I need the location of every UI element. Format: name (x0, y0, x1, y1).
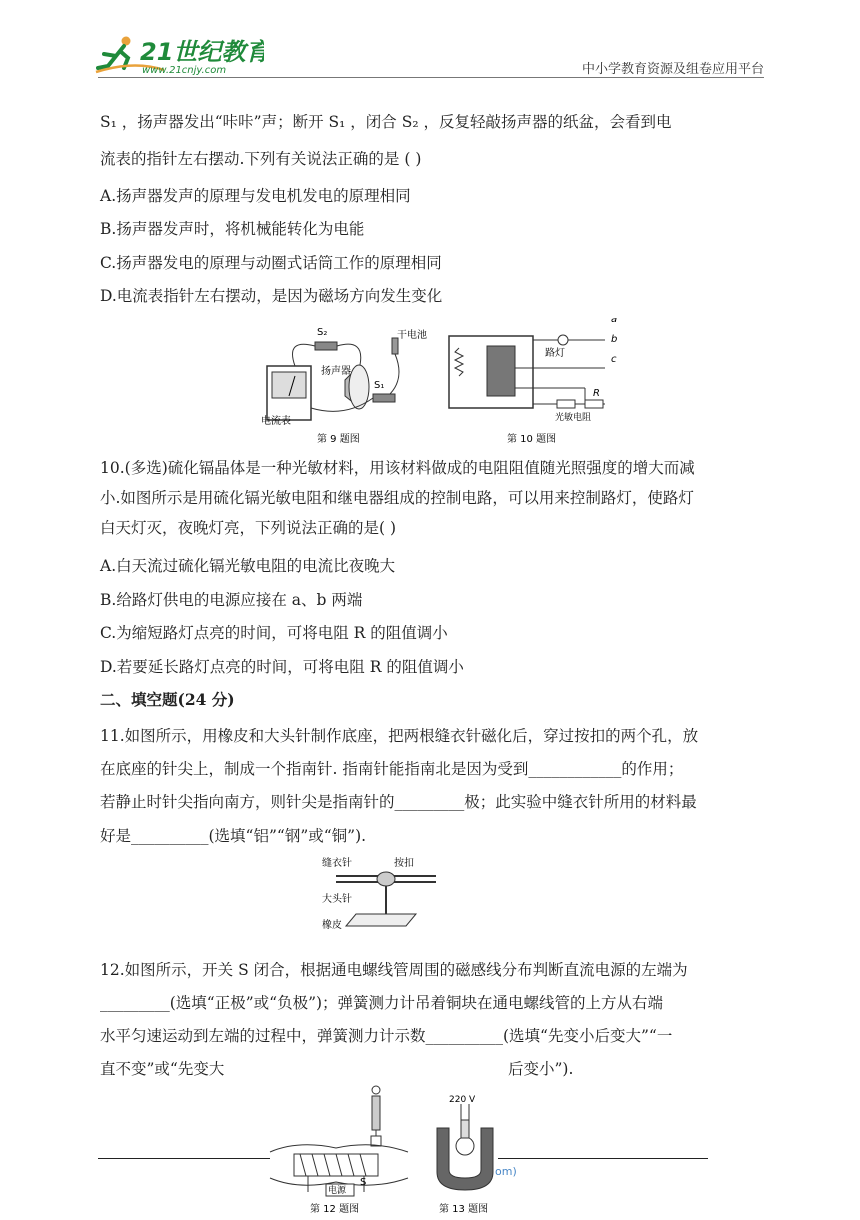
header-divider (98, 77, 764, 78)
fig10-label-b: b (611, 334, 618, 345)
fig9-label-s1: S₁ (374, 380, 385, 391)
watermark-text: om) (495, 1165, 517, 1178)
header-slogan: 中小学教育资源及组卷应用平台 (581, 62, 764, 77)
switch-s2-icon (315, 342, 337, 350)
brand-site: www.21cnjy.com (142, 65, 227, 76)
figure-10 (445, 318, 635, 452)
fig10-label-r: R (593, 388, 600, 399)
lamp-icon (558, 335, 568, 345)
switch-s1-icon (373, 394, 395, 402)
spring-icon (455, 348, 463, 376)
bulb-icon (456, 1137, 474, 1155)
fig13-label-voltage: 220 V (449, 1095, 476, 1105)
brand-name: 21世纪教育 (140, 38, 264, 66)
fig10-label-lamp: 路灯 (545, 348, 565, 359)
fig9-label-battery: 干电池 (397, 330, 427, 341)
fig13-caption: 第 13 题图 (439, 1204, 489, 1215)
q12-line-3: 水平匀速运动到左端的过程中，弹簧测力计示数__________(选填“先变小后变大”“一 (100, 1027, 673, 1045)
q10-option-b: B.给路灯供电的电源应接在 a、b 两端 (100, 591, 363, 609)
q11-line-3: 若静止时针尖指向南方，则针尖是指南针的_________极；此实验中缝衣针所用的材料最 (100, 793, 697, 811)
q12-line-4-left: 直不变”或“先变大 (100, 1060, 225, 1078)
fig11-label-snap: 按扣 (394, 858, 414, 869)
q9-line-1: S₁ ，扬声器发出“咔咔”声；断开 S₁ ，闭合 S₂ ，反复轻敲扬声器的纸盆，会看到电 (100, 113, 672, 131)
fig11-label-eraser: 橡皮 (322, 920, 342, 931)
q10-option-a: A.白天流过硫化镉光敏电阻的电流比夜晚大 (100, 557, 396, 575)
figure-12 (268, 1082, 418, 1220)
spring-scale-hook-icon (372, 1086, 380, 1094)
fig12-label-switch: S (360, 1177, 367, 1188)
fig9-label-ammeter: 电流表 (261, 416, 291, 427)
figure-13 (425, 1090, 505, 1220)
footer-rule-left (98, 1158, 270, 1159)
fig9-caption: 第 9 题图 (317, 434, 360, 445)
fig10-caption: 第 10 题图 (507, 434, 557, 445)
footer-rule-right (498, 1158, 708, 1159)
q10-option-d: D.若要延长路灯点亮的时间，可将电阻 R 的阻值调小 (100, 658, 464, 676)
q12-line-1: 12.如图所示，开关 S 闭合，根据通电螺线管周围的磁感线分布判断直流电源的左端为 (100, 961, 688, 979)
figure-9 (255, 318, 445, 452)
fig10-label-c: c (611, 354, 617, 365)
resistor-r-icon (585, 400, 603, 408)
fig11-label-pin: 大头针 (322, 894, 352, 905)
spring-scale-icon (372, 1096, 380, 1130)
q10-line-2: 小.如图所示是用硫化镉光敏电阻和继电器组成的控制电路，可以用来控制路灯，使路灯 (100, 489, 694, 507)
fig10-label-a: a (611, 318, 618, 325)
photoresistor-icon (557, 400, 575, 408)
q9-option-b: B.扬声器发声时，将机械能转化为电能 (100, 220, 365, 238)
q9-option-a: A.扬声器发声的原理与发电机发电的原理相同 (100, 187, 411, 205)
fig11-label-needle: 缝衣针 (322, 858, 352, 869)
site-logo (94, 32, 264, 76)
q12-line-2: _________(选填“正极”或“负极”)；弹簧测力计吊着铜块在通电螺线管的上方从右端 (100, 994, 664, 1012)
q11-line-1: 11.如图所示，用橡皮和大头针制作底座，把两根缝衣针磁化后，穿过按扣的两个孔，放 (100, 727, 699, 745)
q10-line-3: 白天灯灭，夜晚灯亮，下列说法正确的是( ) (100, 519, 397, 537)
q9-option-d: D.电流表指针左右摆动，是因为磁场方向发生变化 (100, 287, 443, 305)
fig9-label-speaker: 扬声器 (321, 366, 351, 377)
relay-coil-icon (487, 346, 515, 396)
snap-button-icon (377, 872, 395, 886)
fig12-label-source: 电源 (328, 1186, 347, 1196)
q10-option-c: C.为缩短路灯点亮的时间，可将电阻 R 的阻值调小 (100, 624, 448, 642)
fig9-label-s2: S₂ (317, 327, 328, 338)
fig12-caption: 第 12 题图 (310, 1204, 360, 1215)
section-title-fill-in: 二、填空题(24 分) (100, 690, 235, 709)
q9-line-2: 流表的指针左右摆动.下列有关说法正确的是 ( ) (100, 150, 422, 168)
q11-line-4: 好是__________(选填“铝”“钢”或“铜”). (100, 827, 367, 845)
q10-line-1: 10.(多选)硫化镉晶体是一种光敏材料，用该材料做成的电阻阻值随光照强度的增大而减 (100, 459, 695, 477)
q11-line-2: 在底座的针尖上，制成一个指南针. 指南针能指南北是因为受到____________的作用； (100, 760, 684, 778)
eraser-icon (346, 914, 416, 926)
figure-11 (318, 854, 448, 938)
q9-option-c: C.扬声器发电的原理与动圈式话筒工作的原理相同 (100, 254, 442, 272)
fig10-label-photoresistor: 光敏电阻 (555, 413, 592, 423)
q12-line-4-right: 后变小”). (508, 1060, 574, 1078)
